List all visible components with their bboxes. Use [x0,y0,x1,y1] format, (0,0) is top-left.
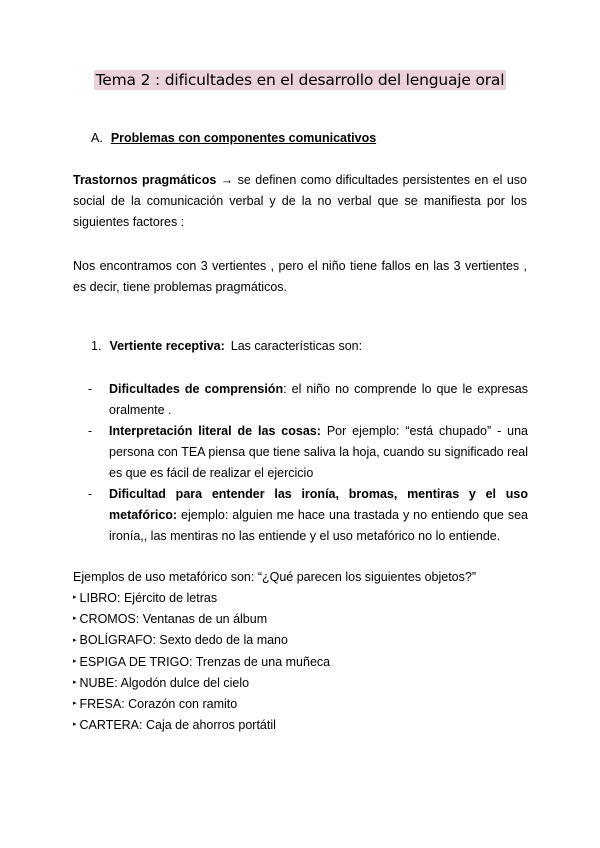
example-item [73,630,330,651]
example-item [73,588,330,609]
item-text: ejemplo: alguien me hace una trastada y no entiendo que sea ironía,, las mentiras no las entiende y el uso metafórico no lo entiende. [109,508,528,543]
item-text: Por ejemplo: “está chupado” - una persona con TEA piensa que tiene saliva la hoja, cuando su significado real es que es fácil de realizar el ejercicio [109,424,528,480]
example-item [73,715,330,736]
example-text: CARTERA: Caja de ahorros portátil [79,718,276,733]
receptiva-label: Vertiente receptiva: [109,339,225,353]
example-item [73,694,330,715]
dash-marker: - [88,487,93,501]
section-heading-text: Problemas con componentes comunicativos [110,131,377,145]
item-bold: Dificultad para entender las ironía, bromas, mentiras y el uso metafórico: [109,487,528,522]
dash-marker: - [88,424,93,438]
item-text: : el niño no comprende lo que le expresas oralmente . [109,382,528,417]
example-item [73,652,330,673]
examples-intro: Ejemplos de uso metafórico son: “¿Qué parecen los siguientes objetos?” [73,570,476,584]
characteristics-list [88,379,528,547]
triangle-bullet-icon: ▸ [73,721,77,729]
pragmatic-definition: se definen como dificultades persistentes en el uso social de la comunicación verbal y de la no verbal que se manifiesta por los siguientes factores : [73,173,527,229]
page-title: Tema 2 : dificultades en el desarrollo del lenguaje oral [95,71,505,89]
list-item [88,379,528,421]
examples-list [73,588,330,736]
title-container [0,70,600,90]
triangle-bullet-icon: ▸ [73,636,77,644]
example-text: ESPIGA DE TRIGO: Trenzas de una muñeca [79,654,331,669]
receptiva-heading [91,339,362,353]
list-item [88,484,528,547]
triangle-bullet-icon: ▸ [73,679,77,687]
item-bold: Interpretación literal de las cosas: [109,424,321,438]
example-item [73,673,330,694]
pragmatic-paragraph [73,170,527,233]
triangle-bullet-icon: ▸ [73,657,77,665]
example-text: FRESA: Corazón con ramito [79,697,238,712]
example-text: NUBE: Algodón dulce del cielo [79,675,250,690]
receptiva-text: Las características son: [230,339,363,353]
example-item [73,609,330,630]
example-text: LIBRO: Ejército de letras [79,591,218,605]
triangle-bullet-icon: ▸ [73,615,77,623]
triangle-bullet-icon: ▸ [73,700,77,708]
dash-marker: - [88,382,93,396]
list-number: 1. [91,339,102,353]
vertientes-paragraph: Nos encontramos con 3 vertientes , pero el niño tiene fallos en las 3 vertientes , es decir, tiene problemas pragmáticos. [73,259,527,294]
example-text: BOLÍGRAFO: Sexto dedo de la mano [79,633,288,648]
item-bold: Dificultades de comprensión [109,382,284,396]
triangle-bullet-icon: ▸ [73,594,77,602]
section-heading [91,131,376,145]
arrow-glyph: → [220,173,234,187]
pragmatic-term: Trastornos pragmáticos [73,173,217,187]
list-item [88,421,528,484]
section-letter: A. [91,131,103,145]
example-text: CROMOS: Ventanas de un álbum [79,612,268,627]
